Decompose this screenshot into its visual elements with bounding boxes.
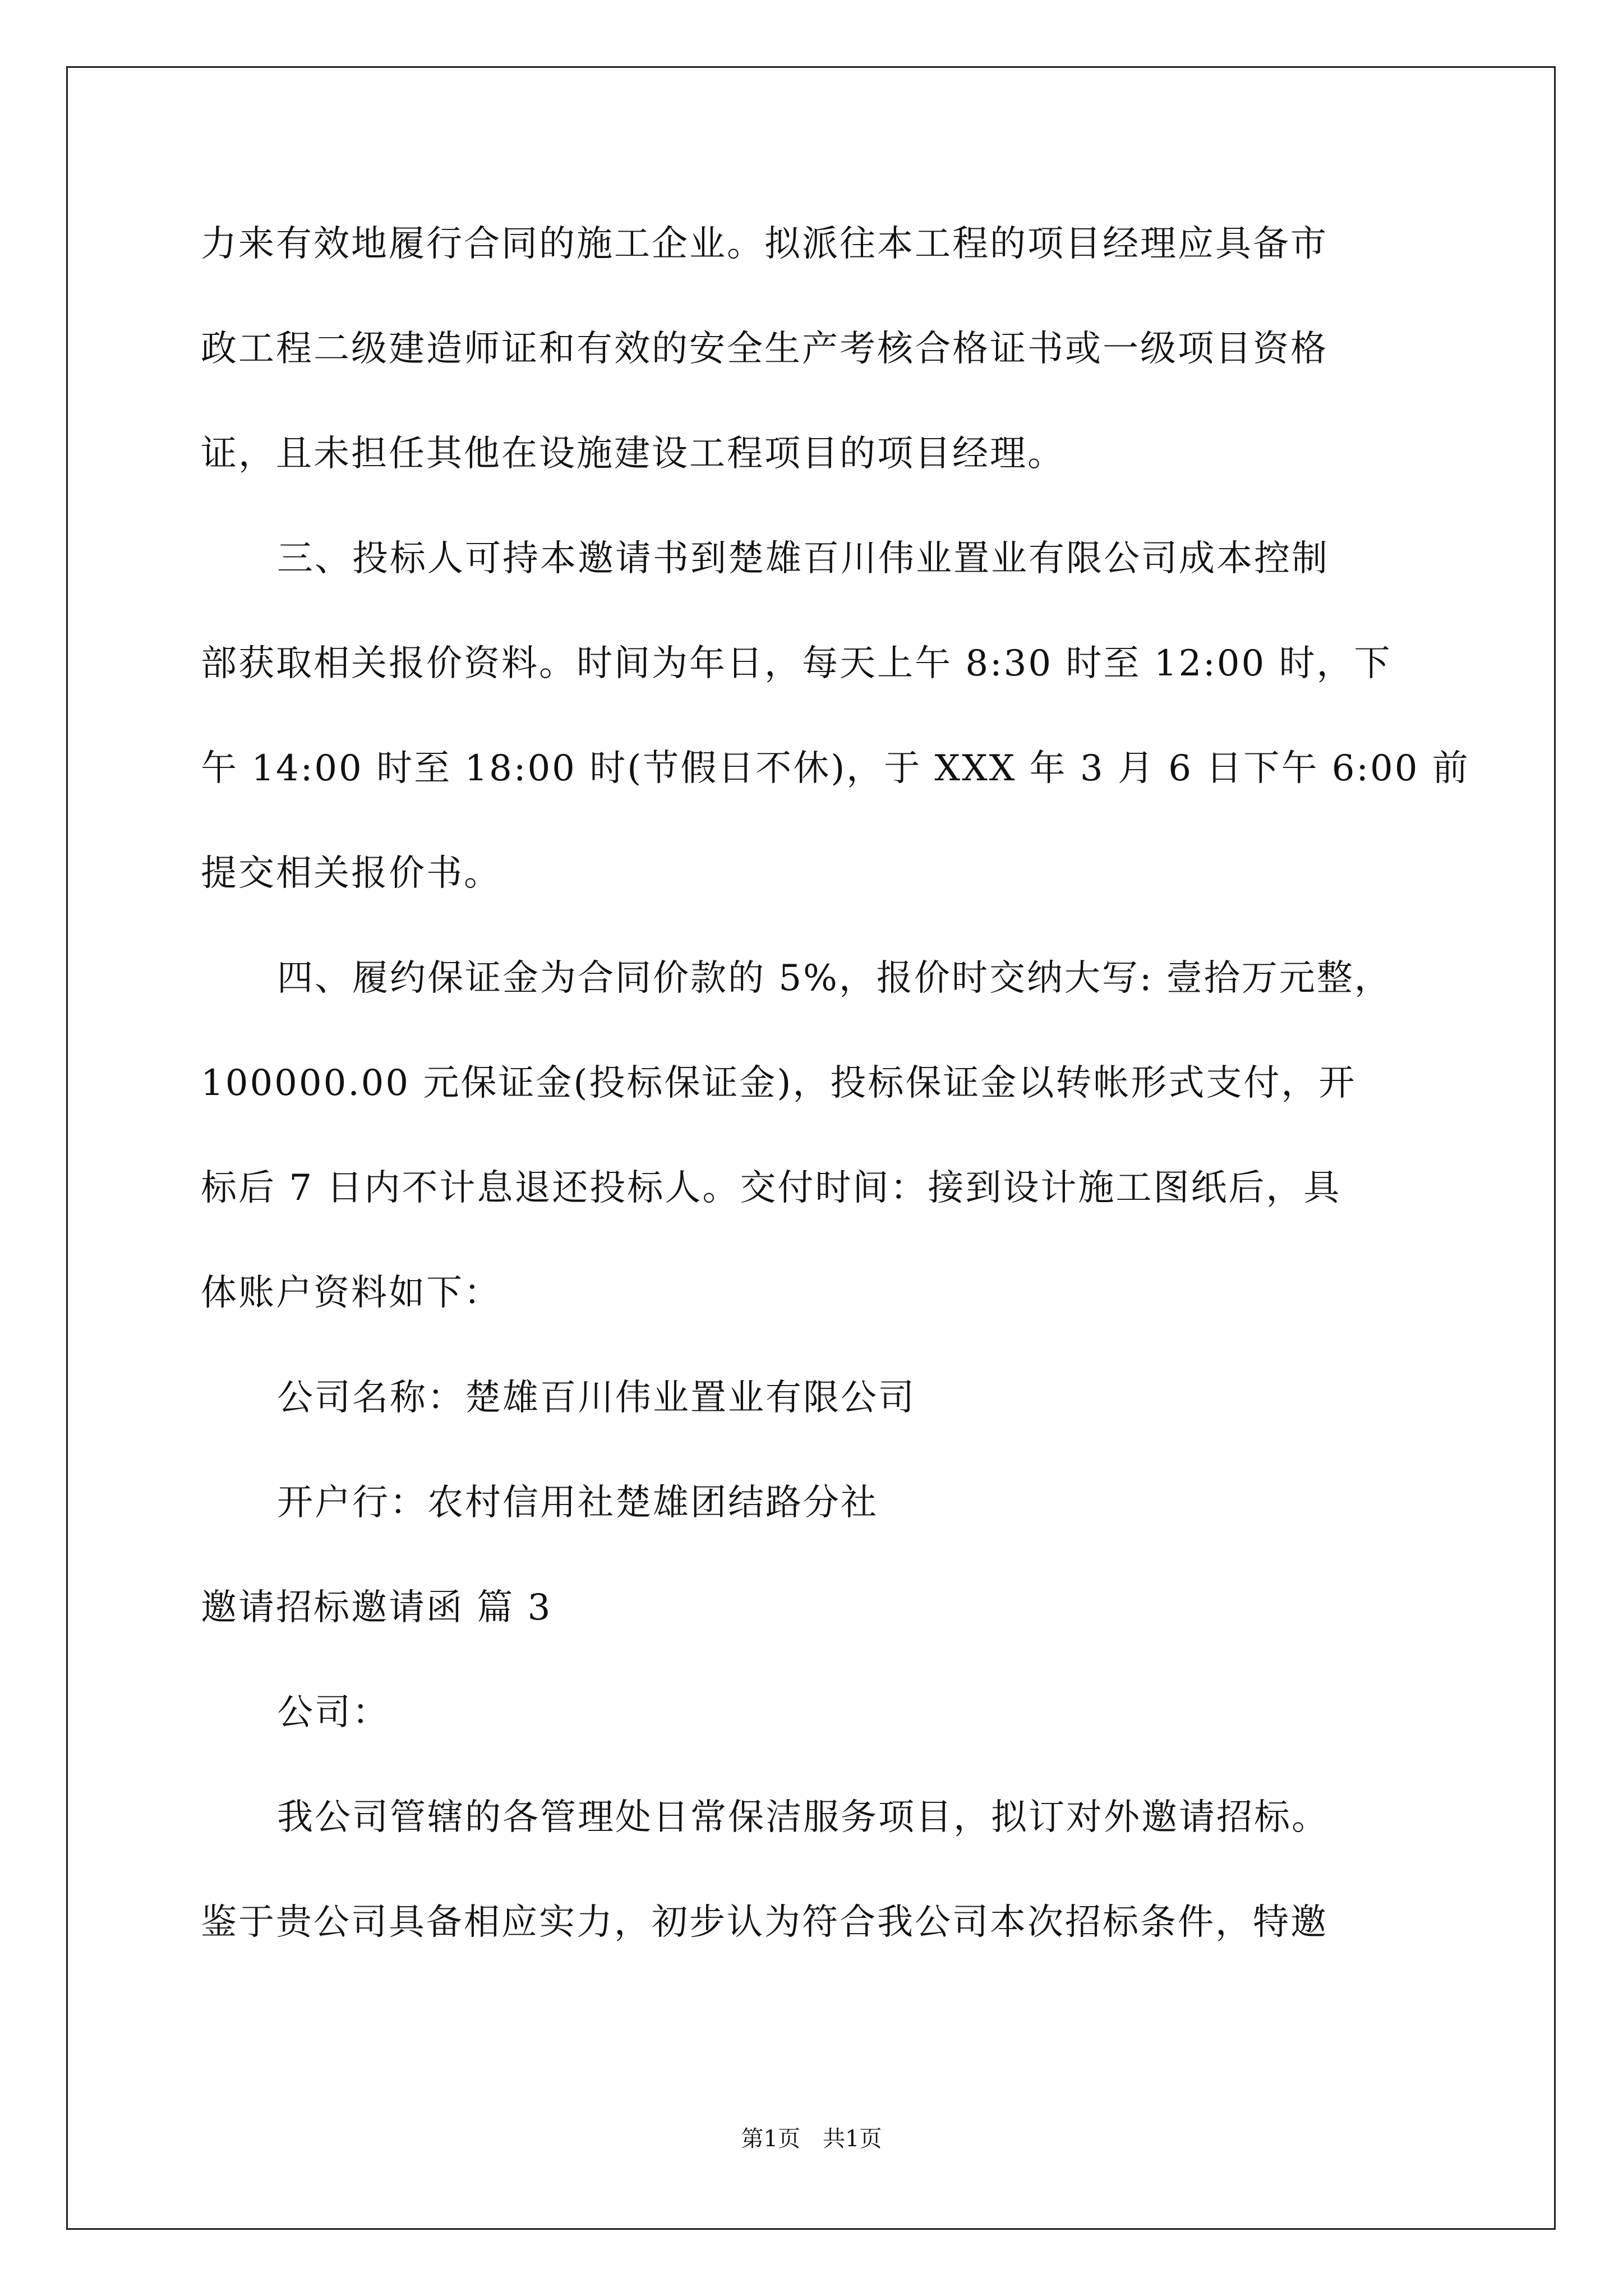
text-line: 提交相关报价书。	[201, 853, 501, 894]
paragraph-start-line: 我公司管辖的各管理处日常保洁服务项目，拟订对外邀请招标。	[277, 1797, 1329, 1838]
bank-line: 开户行：农村信用社楚雄团结路分社	[277, 1482, 878, 1524]
company-name-line: 公司名称：楚雄百川伟业置业有限公司	[277, 1377, 916, 1419]
text-line: 100000.00 元保证金(投标保证金)，投标保证金以转帐形式支付，开	[201, 1062, 1357, 1104]
text-line: 体账户资料如下：	[201, 1272, 501, 1314]
text-line: 政工程二级建造师证和有效的安全生产考核合格证书或一级项目资格	[201, 328, 1328, 370]
page-footer: 第1页 共1页	[741, 2126, 882, 2152]
document-body	[201, 216, 1470, 1999]
paragraph-start-line: 三、投标人可持本邀请书到楚雄百川伟业置业有限公司成本控制	[277, 538, 1329, 579]
paragraph-start-line: 四、履约保证金为合同价款的 5%，报价时交纳大写: 壹拾万元整，	[277, 958, 1392, 999]
text-line: 鉴于贵公司具备相应实力，初步认为符合我公司本次招标条件，特邀	[201, 1902, 1328, 1943]
section-heading: 邀请招标邀请函 篇 3	[201, 1587, 552, 1628]
text-line: 力来有效地履行合同的施工企业。拟派往本工程的项目经理应具备市	[201, 223, 1328, 265]
text-line: 证，且未担任其他在设施建设工程项目的项目经理。	[201, 433, 1065, 475]
text-line: 午 14:00 时至 18:00 时(节假日不休)，于 XXX 年 3 月 6 日下午 6:00 前	[201, 748, 1470, 789]
text-line: 部获取相关报价资料。时间为年日，每天上午 8:30 时至 12:00 时，下	[201, 643, 1392, 684]
salutation-line: 公司：	[277, 1692, 390, 1733]
text-line: 标后 7 日内不计息退还投标人。交付时间：接到设计施工图纸后，具	[201, 1167, 1341, 1209]
